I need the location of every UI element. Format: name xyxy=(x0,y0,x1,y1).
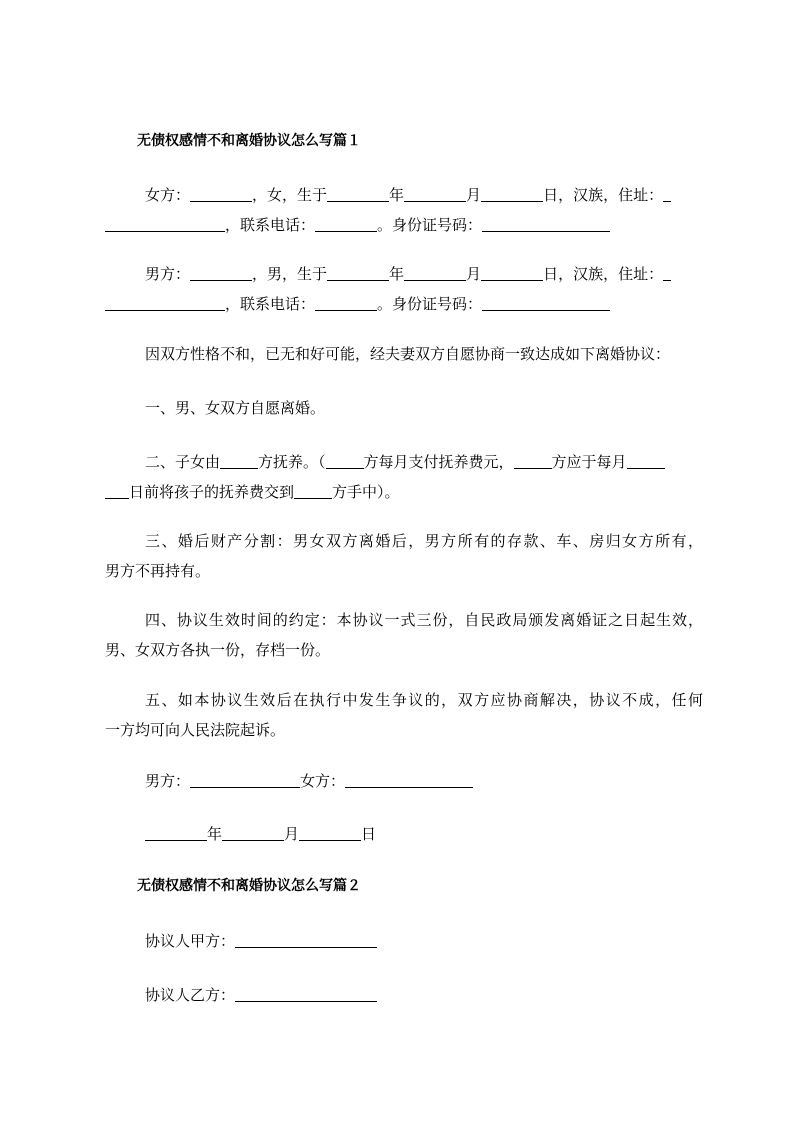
section1-title: 无债权感情不和离婚协议怎么写篇１ xyxy=(137,133,361,149)
blank-field xyxy=(222,825,284,841)
party-b-line: 协议人乙方： xyxy=(145,984,377,1006)
blank-field xyxy=(220,453,258,469)
signature-line: 男方： 女方： xyxy=(145,770,473,792)
blank-field xyxy=(294,483,332,499)
clause-2: 二、子女由 方抚养。（ 方每月支付抚养费元， 方应于每月 日前将孩子的抚养费交到 方手中）。 xyxy=(105,447,703,507)
clause-1: 一、男、女双方自愿离婚。 xyxy=(145,399,326,417)
section2-title: 无债权感情不和离婚协议怎么写篇２ xyxy=(137,878,361,894)
blank-field xyxy=(663,186,671,202)
party-a-line: 协议人甲方： xyxy=(145,930,377,952)
blank-field xyxy=(345,772,473,788)
blank-field xyxy=(315,295,377,311)
man-info-paragraph: 男方： ，男，生于 年 月 日，汉族，住址： ，联系电话： 。身份证号码： xyxy=(105,259,703,319)
clause-3: 三、婚后财产分割：男女双方离婚后，男方所有的存款、车、房归女方所有， 男方不再持有。 xyxy=(105,532,703,580)
blank-field xyxy=(404,265,466,281)
blank-field xyxy=(235,932,377,948)
blank-field xyxy=(299,825,361,841)
clause-5: 五、如本协议生效后在执行中发生争议的，双方应协商解决，协议不成，任何 一方均可向人民法院起诉。 xyxy=(105,691,703,739)
blank-field xyxy=(235,986,377,1002)
blank-field xyxy=(315,216,377,232)
date-line: 年 月 日 xyxy=(145,823,376,845)
blank-field xyxy=(105,295,225,311)
blank-field xyxy=(190,772,300,788)
blank-field xyxy=(481,186,543,202)
clause-4: 四、协议生效时间的约定：本协议一式三份，自民政局颁发离婚证之日起生效， 男、女双方各执一份，存档一份。 xyxy=(105,611,703,659)
blank-field xyxy=(190,265,252,281)
blank-field xyxy=(190,186,252,202)
blank-field xyxy=(482,295,610,311)
blank-field xyxy=(627,453,665,469)
woman-info-paragraph: 女方： ，女，生于 年 月 日，汉族，住址： ，联系电话： 。身份证号码： xyxy=(105,180,703,240)
blank-field xyxy=(514,453,552,469)
blank-field xyxy=(145,825,207,841)
blank-field xyxy=(105,483,129,499)
blank-field xyxy=(326,453,364,469)
blank-field xyxy=(481,265,543,281)
blank-field xyxy=(327,265,389,281)
blank-field xyxy=(404,186,466,202)
blank-field xyxy=(663,265,671,281)
blank-field xyxy=(482,216,610,232)
blank-field xyxy=(105,216,225,232)
intro-paragraph: 因双方性格不和，已无和好可能，经夫妻双方自愿协商一致达成如下离婚协议： xyxy=(145,345,671,363)
blank-field xyxy=(327,186,389,202)
